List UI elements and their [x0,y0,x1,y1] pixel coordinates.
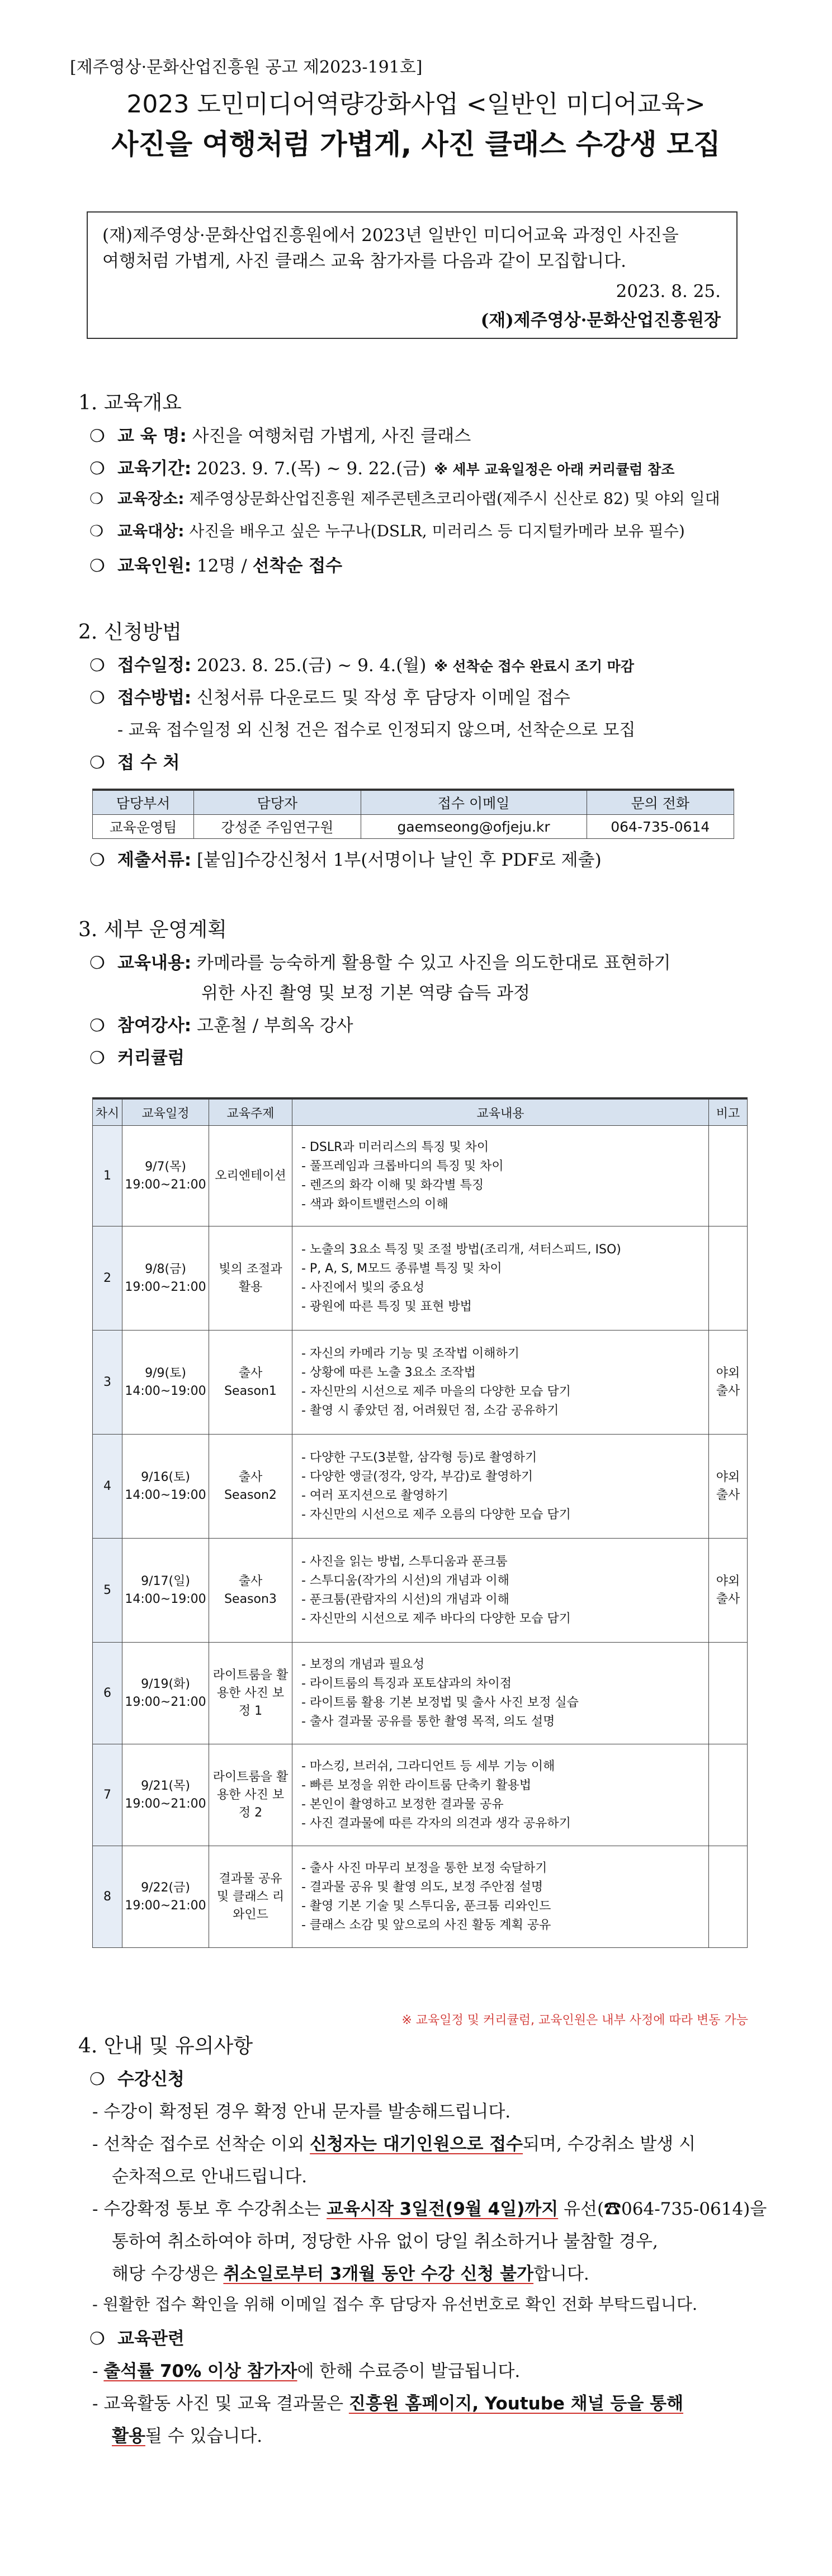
curr-date: 9/7(목) 19:00~21:00 [122,1126,209,1226]
curriculum-row [93,1744,748,1846]
curr-note [709,1744,748,1846]
circle-bullet-icon: ❍ [89,489,104,508]
curr-date: 9/19(화) 19:00~21:00 [122,1643,209,1744]
curriculum-table [92,1097,748,1948]
curr-content-line: - 사진에서 빛의 중요성 [301,1280,425,1295]
section4-para: - 출석률 70% 이상 참가자에 한해 수료증이 발급됩니다. [92,2361,521,2381]
curr-note [709,1226,748,1331]
curr-content-line: - 사진 결과물에 따른 각자의 의견과 생각 공유하기 [301,1816,571,1830]
title-line-1: 2023 도민미디어역량강화사업 <일반인 미디어교육> [126,90,706,119]
circle-bullet-icon: ❍ [89,459,105,479]
contact-phone: 064-735-0614 [587,815,734,839]
section2-subnote: - 교육 접수일정 외 신청 건은 접수로 인정되지 않으며, 선착순으로 모집 [117,720,636,740]
curr-content-line: - 여러 포지션으로 촬영하기 [301,1488,448,1503]
section4-sub: ❍ 교육관련 [89,2329,185,2349]
section3-item: ❍ 참여강사: 고훈철 / 부희옥 강사 [89,1016,353,1036]
curr-session-no: 5 [93,1539,122,1643]
section4-para: - 선착순 접수로 선착순 이외 신청자는 대기인원으로 접수되며, 수강취소 발생 시 [92,2134,696,2154]
curr-content-line: - 촬영 시 좋았던 점, 어려웠던 점, 소감 공유하기 [301,1403,559,1418]
curr-content-line: - 상황에 따른 노출 3요소 조작법 [301,1365,476,1380]
curriculum-row [93,1226,748,1331]
curr-content-line: - 다양한 구도(3분할, 삼각형 등)로 촬영하기 [301,1450,537,1465]
curr-content-line: - 빠른 보정을 위한 라이트룸 단축키 활용법 [301,1778,532,1792]
curr-note: 야외 출사 [709,1539,748,1643]
notice-number: [제주영상·문화산업진흥원 공고 제2023-191호] [70,58,423,77]
section4-para: 활용될 수 있습니다. [112,2426,263,2446]
contact-header: 문의 전화 [587,790,734,815]
circle-bullet-icon: ❍ [89,426,105,446]
section1-item: ❍ 교육대상: 사진을 배우고 싶은 누구나(DSLR, 미러리스 등 디지털카메라 보유 필수) [89,522,685,540]
curr-header: 교육내용 [292,1098,709,1126]
curr-content-line: - 출사 결과물 공유를 통한 촬영 목적, 의도 설명 [301,1714,555,1729]
curr-note [709,1643,748,1744]
curr-note [709,1126,748,1226]
curr-date: 9/9(토) 14:00~19:00 [122,1331,209,1435]
curr-date: 9/16(토) 14:00~19:00 [122,1435,209,1539]
contact-header: 접수 이메일 [361,790,587,815]
curr-content-line: - 렌즈의 화각 이해 및 화각별 특징 [301,1178,484,1192]
curr-content-line: - P, A, S, M모드 종류별 특징 및 차이 [301,1261,502,1276]
curr-content-line: - 라이트룸의 특징과 포토샵과의 차이점 [301,1676,512,1691]
curr-content-line: - 색과 화이트밸런스의 이해 [301,1197,448,1211]
curr-header: 교육일정 [122,1098,209,1126]
curr-topic: 오리엔테이션 [209,1126,292,1226]
section2-heading: 2. 신청방법 [78,621,182,644]
curr-content [292,1435,709,1539]
section1-item: ❍ 교 육 명: 사진을 여행처럼 가볍게, 사진 클래스 [89,426,471,446]
curr-content-line: - 자신만의 시선으로 제주 오름의 다양한 모습 담기 [301,1507,571,1522]
section1-heading: 1. 교육개요 [78,391,182,414]
section4-para: - 교육활동 사진 및 교육 결과물은 진흥원 홈페이지, Youtube 채널 등을 통해 [92,2394,684,2414]
section4-para: - 수강확정 통보 후 수강취소는 교육시작 3일전(9월 4일)까지 유선(☎064-735-0614)을 [92,2199,767,2219]
curr-content-line: - 본인이 촬영하고 보정한 결과물 공유 [301,1797,504,1811]
curriculum-row [93,1435,748,1539]
curr-content-line: - 출사 사진 마무리 보정을 통한 보정 숙달하기 [301,1861,547,1875]
section4-para: - 원활한 접수 확인을 위해 이메일 접수 후 담당자 유선번호로 확인 전화 부탁드립니다. [92,2295,698,2314]
contact-email[interactable]: gaemseong@ofjeju.kr [361,815,587,839]
section2-item: ❍ 접수일정: 2023. 8. 25.(금) ~ 9. 4.(월) ※ 선착순 접수 완료시 조기 마감 [89,655,634,676]
circle-bullet-icon: ❍ [89,953,105,973]
curr-session-no: 3 [93,1331,122,1435]
curriculum-row [93,1539,748,1643]
page-title: 사진을 여행처럼 가볍게, 사진 클래스 수강생 모집 [111,128,721,161]
issuer: (재)제주영상·문화산업진흥원장 [480,310,721,331]
circle-bullet-icon: ❍ [89,522,104,540]
contact-header: 담당부서 [93,790,194,815]
circle-bullet-icon: ❍ [89,850,105,870]
curr-content-line: - 스투디움(작가의 시선)의 개념과 이해 [301,1573,509,1588]
section3-item: ❍ 커리큘럼 [89,1048,185,1068]
curr-content [292,1126,709,1226]
section3-item-cont: 위한 사진 촬영 및 보정 기본 역량 습득 과정 [201,983,530,1003]
circle-bullet-icon: ❍ [89,556,105,576]
section4-para: 순차적으로 안내드립니다. [112,2167,308,2187]
curr-content [292,1744,709,1846]
curr-topic: 라이트룸을 활용한 사진 보정 2 [209,1744,292,1846]
curr-topic: 출사 Season3 [209,1539,292,1643]
curriculum-row [93,1126,748,1226]
curr-header: 차시 [93,1098,122,1126]
notice-date: 2023. 8. 25. [616,281,721,301]
section2-item: ❍ 제출서류: [붙임]수강신청서 1부(서명이나 날인 후 PDF로 제출) [89,850,602,870]
curr-content-line: - DSLR과 미러리스의 특징 및 차이 [301,1140,489,1154]
curr-content-line: - 클래스 소감 및 앞으로의 사진 활동 계획 공유 [301,1918,551,1932]
circle-bullet-icon: ❍ [89,1016,105,1036]
intro-text-1: (재)제주영상·문화산업진흥원에서 2023년 일반인 미디어교육 과정인 사진을 [102,225,679,246]
curriculum-row [93,1331,748,1435]
curr-content [292,1539,709,1643]
contact-header: 담당자 [194,790,361,815]
curr-session-no: 1 [93,1126,122,1226]
curr-date: 9/8(금) 19:00~21:00 [122,1226,209,1331]
curr-content [292,1331,709,1435]
curriculum-row [93,1846,748,1948]
curr-session-no: 7 [93,1744,122,1846]
curr-content-line: - 사진을 읽는 방법, 스투디움과 푼크툼 [301,1554,508,1569]
section4-sub: ❍ 수강신청 [89,2069,185,2089]
curr-content-line: - 마스킹, 브러쉬, 그라디언트 등 세부 기능 이해 [301,1759,555,1773]
section1-item: ❍ 교육기간: 2023. 9. 7.(목) ~ 9. 22.(금) ※ 세부 교육일정은 아래 커리큘럼 참조 [89,459,675,479]
curr-content-line: - 광원에 따른 특징 및 표현 방법 [301,1299,472,1314]
section4-para: - 수강이 확정된 경우 확정 안내 문자를 발송해드립니다. [92,2102,511,2122]
curriculum-footnote: ※ 교육일정 및 커리큘럼, 교육인원은 내부 사정에 따라 변동 가능 [401,2013,748,2027]
intro-text-2: 여행처럼 가볍게, 사진 클래스 교육 참가자를 다음과 같이 모집합니다. [102,251,627,271]
curr-session-no: 4 [93,1435,122,1539]
circle-bullet-icon: ❍ [89,688,105,708]
curr-content-line: - 다양한 앵글(정각, 앙각, 부감)로 촬영하기 [301,1469,533,1484]
curr-content-line: - 노출의 3요소 특징 및 조절 방법(조리개, 셔터스피드, ISO) [301,1242,621,1257]
curr-content-line: - 풀프레임과 크롭바디의 특징 및 차이 [301,1159,504,1173]
curr-note [709,1846,748,1948]
circle-bullet-icon: ❍ [89,753,105,773]
curr-topic: 결과물 공유 및 클래스 리와인드 [209,1846,292,1948]
curr-content-line: - 촬영 기본 기술 및 스투디움, 푼크툼 리와인드 [301,1899,551,1913]
curr-note: 야외 출사 [709,1435,748,1539]
circle-bullet-icon: ❍ [89,2069,105,2089]
curriculum-row [93,1643,748,1744]
curr-header: 비고 [709,1098,748,1126]
contact-person: 강성준 주임연구원 [194,815,361,839]
curr-content-line: - 자신의 카메라 기능 및 조작법 이해하기 [301,1346,519,1361]
section1-item: ❍ 교육장소: 제주영상문화산업진흥원 제주콘텐츠코리아랩(제주시 신산로 82) 및 야외 일대 [89,489,720,508]
circle-bullet-icon: ❍ [89,1048,105,1068]
curr-content [292,1226,709,1331]
curr-content-line: - 보정의 개념과 필요성 [301,1657,425,1672]
curr-session-no: 6 [93,1643,122,1744]
curr-topic: 출사 Season2 [209,1435,292,1539]
section2-item: ❍ 접수방법: 신청서류 다운로드 및 작성 후 담당자 이메일 접수 [89,688,570,708]
section4-heading: 4. 안내 및 유의사항 [78,2035,253,2058]
curr-content-line: - 자신만의 시선으로 제주 마을의 다양한 모습 담기 [301,1384,571,1399]
section1-item: ❍ 교육인원: 12명 / 선착순 접수 [89,556,343,576]
curr-date: 9/17(일) 14:00~19:00 [122,1539,209,1643]
section3-item: ❍ 교육내용: 카메라를 능숙하게 활용할 수 있고 사진을 의도한대로 표현하기 [89,953,671,973]
curr-content-line: - 라이트룸 활용 기본 보정법 및 출사 사진 보정 실습 [301,1695,579,1710]
curr-header: 교육주제 [209,1098,292,1126]
curr-content [292,1643,709,1744]
curr-content-line: - 자신만의 시선으로 제주 바다의 다양한 모습 담기 [301,1611,571,1626]
curr-topic: 출사 Season1 [209,1331,292,1435]
curr-content-line: - 푼크툼(관람자의 시선)의 개념과 이해 [301,1592,509,1607]
circle-bullet-icon: ❍ [89,2329,105,2349]
curr-topic: 빛의 조절과 활용 [209,1226,292,1331]
curr-session-no: 8 [93,1846,122,1948]
section3-heading: 3. 세부 운영계획 [78,918,227,941]
intro-box [87,211,738,339]
curr-topic: 라이트룸을 활용한 사진 보정 1 [209,1643,292,1744]
section2-item: ❍ 접 수 처 [89,753,180,773]
curr-date: 9/22(금) 19:00~21:00 [122,1846,209,1948]
section4-para: 해당 수강생은 취소일로부터 3개월 동안 수강 신청 불가합니다. [112,2264,589,2284]
contact-dept: 교육운영팀 [93,815,194,839]
curr-date: 9/21(목) 19:00~21:00 [122,1744,209,1846]
curr-content [292,1846,709,1948]
circle-bullet-icon: ❍ [89,655,105,676]
curr-note: 야외 출사 [709,1331,748,1435]
curr-content-line: - 결과물 공유 및 촬영 의도, 보정 주안점 설명 [301,1880,543,1894]
section4-para: 통하여 취소하여야 하며, 정당한 사유 없이 당일 취소하거나 불참할 경우, [112,2231,658,2252]
contact-table [92,789,734,839]
curr-session-no: 2 [93,1226,122,1331]
